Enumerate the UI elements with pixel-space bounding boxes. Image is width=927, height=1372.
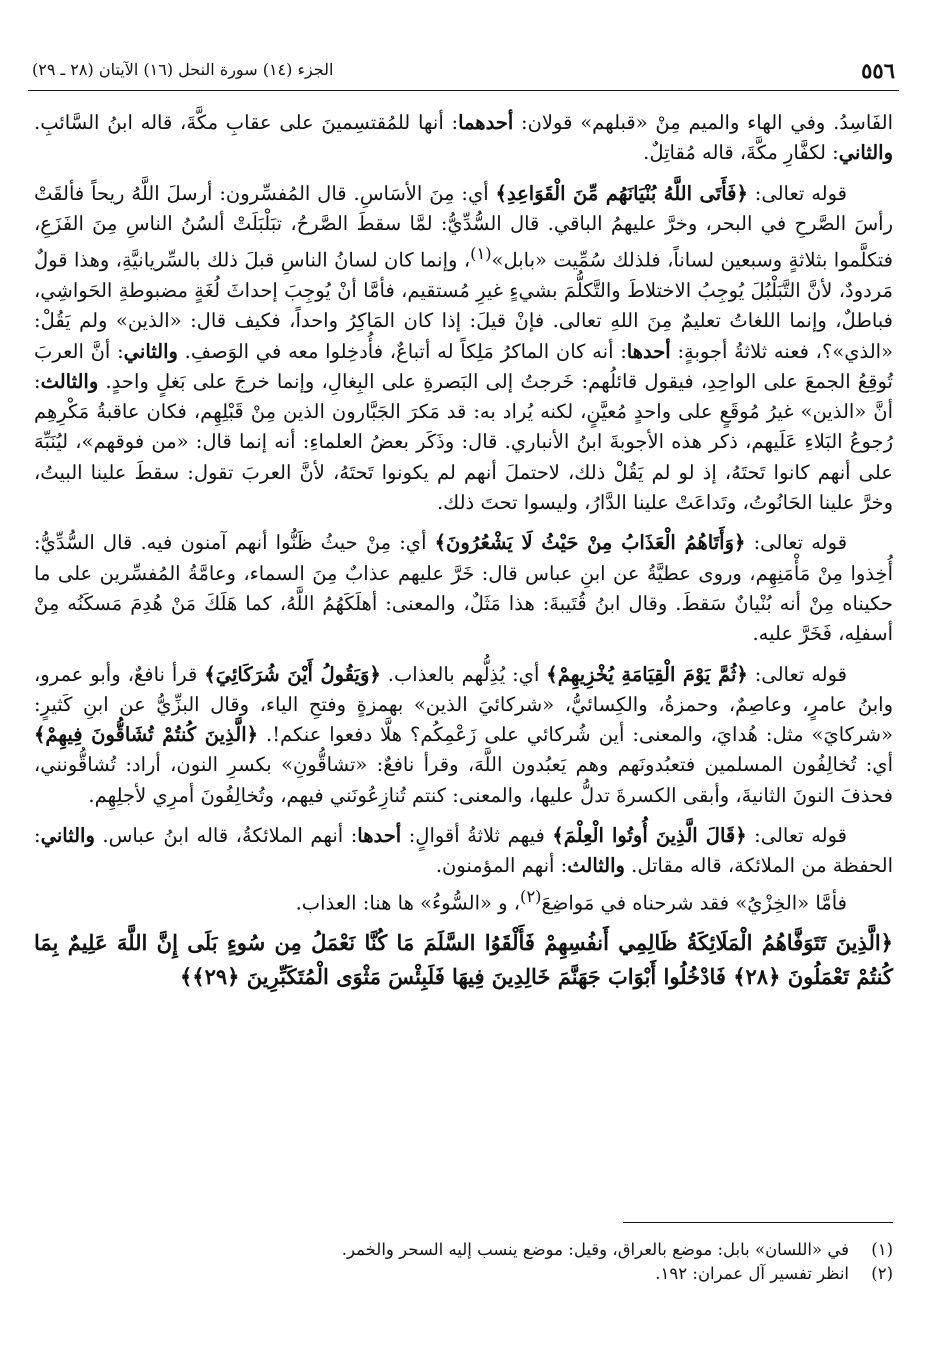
text-run: قرأ نافعٌ، وأبو عمرو، وابنُ عامرٍ، وعاصِمٌ، وحمزةُ، والكِسائيُّ، «شركائيَ الذين» بهمزةٍ وفتحِ الياء، وقال البزِّيُّ عن ابنِ كَثيرٍ: «شركايَ» مثل: هُدايَ، والمعنى: أين شُركائي على زَعْمِكُم؟ هلَّا دفعوا عنكم!. xyxy=(34,662,893,747)
bold-term: والثاني xyxy=(123,339,178,363)
quran-quote: ﴿قَالَ الَّذِينَ أُوتُوا الْعِلْمَ﴾ xyxy=(552,824,747,848)
paragraph-6 xyxy=(34,882,893,919)
text-run: : أنَّ العربَ تُوقِعُ الجمعَ على الواحِدِ، فيقول قائلُهم: خَرجتُ إلى البَصرةِ على البِغالِ، وإنما خرجَ على بَغلٍ واحدٍ. xyxy=(34,339,893,393)
text-run: : أنها للمُقتسِمينَ على عقابِ مكَّةَ، قاله ابنُ السَّائبِ. xyxy=(34,111,459,134)
ayah-verses-28-29: ﴿الَّذِينَ تَتَوَفَّاهُمُ الْمَلَائِكَةُ ظَالِمِي أَنفُسِهِمْ فَأَلْقَوُا السَّلَمَ مَا كُنَّا نَعْمَلُ مِن سُوءٍ بَلَى إِنَّ اللَّهَ عَلِيمٌ بِمَا كُنتُمْ تَعْمَلُونَ ﴿٢٨﴾ فَادْخُلُوا أَبْوَابَ جَهَنَّمَ خَالِدِينَ فِيهَا فَلَبِئْسَ مَثْوَى الْمُتَكَبِّرِينَ ﴿٢٩﴾﴾ xyxy=(34,930,893,990)
bold-term: أحدهما xyxy=(458,111,514,134)
quran-quote: ﴿الَّذِينَ كُنتُمْ تُشَاقُّونَ فِيهِمْ﴾ xyxy=(34,723,259,747)
text-run: الفَاسِدُ. وفي الهاء والميم مِنْ «قبلهم» قولان: xyxy=(513,111,894,134)
text-run: ، وإنما كان لسانُ الناسِ قبلَ ذلك بالسِّريانيَّةِ، وهذا قولٌ مَردودٌ، لأنَّ التَّبَلْبُلَ يُوجِبُ الاختلاطَ والتَّكلُّمَ بشيءٍ غيرِ مُستقيم، فأمَّا أنْ يُوجِبَ إحداثَ لُغَةٍ مضبوطةِ الحَواشِي، فباطلٌ، وإنما اللغاتُ تعليمٌ مِنَ اللهِ تعالى. فإنْ قيلَ: إذا كان المَاكِرُ واحداً، فكيف قال: «الذين» ولم يَقُلْ: «الذي»؟، فعنه ثلاثةُ أجوبةٍ: xyxy=(34,248,894,363)
footnote-1 xyxy=(34,1238,893,1262)
bold-term: أحدها xyxy=(626,339,671,363)
text-run: فأمَّا «الخِزْيُ» فقد شرحناه في مَواضِعَ xyxy=(541,891,847,915)
footnote-2 xyxy=(34,1262,893,1286)
bold-term: والثالث xyxy=(567,854,625,878)
paragraph-1 xyxy=(34,108,893,169)
text-run: : لكفَّارِ مكَّةَ، قاله مُقاتِلٌ. xyxy=(643,141,839,165)
page-number: ٥٥٦ xyxy=(861,58,895,83)
footnote-number: (٢) xyxy=(871,1264,893,1283)
text-run: أي: مِنْ حيثُ ظَنُّوا أنهم آمنون فيه. قال السُّدِّيُّ: أُخِذوا مِنْ مَأْمَنِهِم، وروى عطيَّةُ عن ابنِ عباس قال: خَرَّ عليهم عذابٌ مِنَ السماء، وعامَّةُ المُفسِّرين على ما حكيناه مِنْ أنه بُنْيانٌ سَقطَ. وقال ابنُ قُتَيبةَ: هذا مَثَلٌ، والمعنى: أهلَكَهُمُ اللَّهُ، كما هَلَكَ مَنْ هُدِمَ مَسكَنُه مِنْ أسفلِه، فَخَرَّ عليه. xyxy=(34,531,893,646)
text-run: : أنَّ «الذين» غيرُ مُوقَعٍ على واحدٍ مُعيَّنٍ، لكنه يُراد به: قد مَكرَ الجَبَّارون الذين مِنْ قَبْلِهِم، فكان عاقبةُ مَكْرِهِم رُجوعُ البَلاءِ عَلَيهم، ذكر هذه الأجوبةَ ابنُ الأنباري. قال: وذَكَر بعضُ العلماءِ: أنه إنما قال: «من فوقهم»، ليُنَبِّهَ على أنهم كانوا تَحتَهُ، إذ لو لم يَقُلْ ذلك، لاحتملَ أنهم لم يكونوا تَحتَهُ، لأنَّ العربَ تقول: سقطَ علينا البيتُ، وخرَّ علينا الحَانُوتُ، وتَداعَتْ علينا الدَّارُ، وليسوا تحتَ ذلك. xyxy=(34,369,893,515)
text-run: ، و «السُّوءُ» ها هنا: العذاب. xyxy=(295,891,521,915)
paragraph-3 xyxy=(34,528,893,649)
text-run: أي: تُخالِفُون المسلمين فتعبُدونَهم وهم يَعبُدون اللَّهَ، وقرأ نافعٌ: «تشاقُّونِ» بكسرِ النون، أراد: تُشاقُّونني، فحذفَ النونَ الثانيةَ، وأبقى الكسرةَ تدلُّ عليها، والمعنى: كنتم تُنازِعُونَني فيهم، وتُخالِفُونَ أمرِي لأجلِهِم. xyxy=(34,753,893,807)
quran-quote: ﴿وَأَتَاهُمُ الْعَذَابُ مِنْ حَيْثُ لَا يَشْعُرُونَ﴾ xyxy=(434,531,746,555)
footnote-ref[interactable]: (٢) xyxy=(520,886,542,906)
page-header xyxy=(28,58,899,88)
bold-term: والثالث xyxy=(40,369,99,393)
text-run: : أنه كان الماكرُ مَلِكاً له أتباعٌ، فأُدخِلوا معه في الوَصفِ. xyxy=(177,339,627,363)
paragraph-4 xyxy=(34,660,893,811)
text-run: قوله تعالى: xyxy=(746,824,847,848)
footnote-text: انظر تفسير آل عمران: ١٩٢. xyxy=(655,1264,849,1283)
text-run: فيهم ثلاثةُ أقوالٍ: xyxy=(401,824,553,848)
quran-quote: ﴿وَيَقُولُ أَيْنَ شُرَكَائِيَ﴾ xyxy=(204,662,381,686)
main-text xyxy=(34,108,893,994)
footnote-text: في «اللسان» بابل: موضع بالعراق، وقيل: موضع ينسب إليه السحر والخمر. xyxy=(341,1240,849,1259)
text-run: أي: يُذِلُّهم بالعذاب. xyxy=(380,662,547,686)
footnotes xyxy=(34,1238,893,1286)
bold-term: والثاني xyxy=(838,141,893,165)
footnote-ref[interactable]: (١) xyxy=(470,244,492,264)
paragraph-2 xyxy=(34,179,893,519)
bold-term: والثاني xyxy=(40,824,95,848)
quran-quote: ﴿فَأَتَى اللَّهُ بُنْيَانَهُم مِّنَ الْقَوَاعِدِ﴾ xyxy=(495,181,748,205)
text-run: قوله تعالى: xyxy=(747,181,847,205)
paragraph-5 xyxy=(34,821,893,882)
bold-term: أحدها xyxy=(357,824,402,848)
text-run: قوله تعالى: xyxy=(745,531,848,555)
footnote-rule xyxy=(623,1222,893,1223)
running-head: الجزء (١٤) سورة النحل (١٦) الآيتان (٢٨ ـ ٢٩) xyxy=(32,60,334,79)
text-run: : أنهم المؤمنون. xyxy=(435,854,568,878)
header-rule xyxy=(28,90,899,91)
footnote-number: (١) xyxy=(871,1240,893,1259)
text-run: قوله تعالى: xyxy=(747,662,847,686)
text-run: : أنهم الملائكةُ، قاله ابنُ عباس. xyxy=(94,824,358,848)
text-run: : الحفظة من الملائكة، قاله مقاتل. xyxy=(34,824,893,878)
quran-quote: ﴿ثُمَّ يَوْمَ الْقِيَامَةِ يُخْزِيهِمْ﴾ xyxy=(546,662,748,686)
text-run: أي: مِنَ الأسَاسِ. قال المُفسِّرون: أرسلَ اللَّهُ ريحاً فألقَتْ رأسَ الصَّرحِ في البحر، وخرَّ عليهمُ الباقي. قال السُّدِّيُّ: لمَّا سقطَ الصَّرحُ، تبَلْبَلَتْ ألسُنُ الناسِ مِنَ الفَزَعِ، فتكلَّموا بثلاثةٍ وسبعين لساناً، فلذلك سُمِّيت «بابل» xyxy=(34,181,893,272)
